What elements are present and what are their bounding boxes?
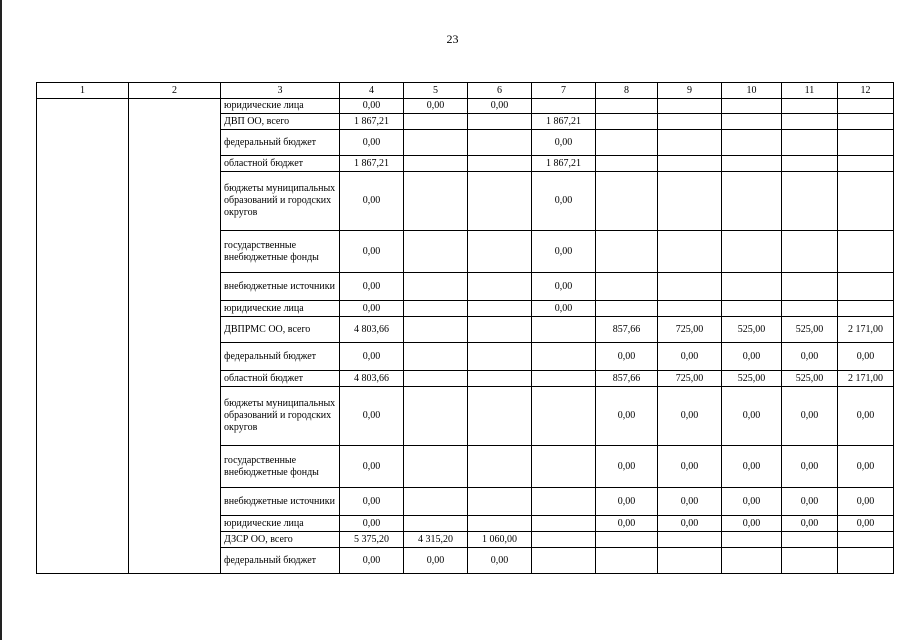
value-cell: 0,00 — [838, 343, 894, 371]
value-cell — [532, 99, 596, 114]
value-cell — [838, 301, 894, 317]
value-cell — [782, 301, 838, 317]
table-body — [37, 83, 894, 574]
value-cell: 857,66 — [596, 371, 658, 387]
value-cell: 0,00 — [658, 488, 722, 516]
value-cell — [468, 231, 532, 273]
row-label: государственные внебюджетные фонды — [221, 231, 340, 273]
value-cell: 1 060,00 — [468, 532, 532, 548]
value-cell — [404, 231, 468, 273]
value-cell — [722, 99, 782, 114]
value-cell — [838, 273, 894, 301]
value-cell: 857,66 — [596, 317, 658, 343]
value-cell: 0,00 — [468, 548, 532, 574]
value-cell — [468, 130, 532, 156]
value-cell — [838, 130, 894, 156]
value-cell — [596, 532, 658, 548]
value-cell: 525,00 — [722, 371, 782, 387]
value-cell: 0,00 — [722, 343, 782, 371]
table-row — [37, 99, 894, 114]
value-cell: 0,00 — [340, 172, 404, 231]
value-cell — [404, 387, 468, 446]
value-cell: 525,00 — [782, 371, 838, 387]
value-cell: 525,00 — [722, 317, 782, 343]
value-cell — [404, 172, 468, 231]
value-cell: 0,00 — [722, 387, 782, 446]
value-cell: 0,00 — [596, 446, 658, 488]
value-cell — [532, 548, 596, 574]
value-cell — [838, 548, 894, 574]
value-cell: 5 375,20 — [340, 532, 404, 548]
header-cell: 6 — [468, 83, 532, 99]
value-cell — [658, 172, 722, 231]
value-cell — [838, 99, 894, 114]
value-cell — [468, 273, 532, 301]
value-cell: 0,00 — [340, 387, 404, 446]
row-label: государственные внебюджетные фонды — [221, 446, 340, 488]
value-cell — [468, 172, 532, 231]
value-cell — [596, 231, 658, 273]
value-cell: 1 867,21 — [532, 114, 596, 130]
value-cell: 0,00 — [340, 99, 404, 114]
value-cell — [658, 99, 722, 114]
row-label: федеральный бюджет — [221, 130, 340, 156]
row-label: юридические лица — [221, 301, 340, 317]
value-cell — [782, 156, 838, 172]
row-label: внебюджетные источники — [221, 273, 340, 301]
row-label: внебюджетные источники — [221, 488, 340, 516]
value-cell: 0,00 — [340, 231, 404, 273]
value-cell — [658, 231, 722, 273]
row-label: бюджеты муниципальных образований и городских округов — [221, 387, 340, 446]
value-cell: 0,00 — [532, 273, 596, 301]
value-cell: 0,00 — [468, 99, 532, 114]
value-cell: 0,00 — [838, 488, 894, 516]
value-cell — [468, 156, 532, 172]
value-cell: 2 171,00 — [838, 371, 894, 387]
header-cell: 8 — [596, 83, 658, 99]
value-cell — [782, 114, 838, 130]
value-cell — [468, 114, 532, 130]
header-cell: 2 — [129, 83, 221, 99]
value-cell — [468, 301, 532, 317]
value-cell: 0,00 — [596, 516, 658, 532]
value-cell — [838, 231, 894, 273]
value-cell — [722, 130, 782, 156]
value-cell: 0,00 — [838, 387, 894, 446]
value-cell — [596, 301, 658, 317]
header-cell: 7 — [532, 83, 596, 99]
value-cell — [722, 156, 782, 172]
budget-table — [36, 82, 894, 574]
value-cell: 0,00 — [782, 516, 838, 532]
value-cell — [404, 516, 468, 532]
value-cell — [596, 172, 658, 231]
value-cell — [532, 343, 596, 371]
value-cell: 4 803,66 — [340, 371, 404, 387]
value-cell: 0,00 — [782, 446, 838, 488]
value-cell: 0,00 — [722, 488, 782, 516]
row-label: ДЗСР ОО, всего — [221, 532, 340, 548]
col1-empty-cell — [37, 99, 129, 574]
header-cell: 1 — [37, 83, 129, 99]
value-cell: 2 171,00 — [838, 317, 894, 343]
value-cell — [782, 231, 838, 273]
col2-empty-cell — [129, 99, 221, 574]
value-cell — [596, 114, 658, 130]
value-cell: 0,00 — [404, 99, 468, 114]
header-cell: 10 — [722, 83, 782, 99]
value-cell — [532, 387, 596, 446]
value-cell — [404, 317, 468, 343]
value-cell — [838, 114, 894, 130]
value-cell — [404, 130, 468, 156]
page-number: 23 — [446, 32, 459, 46]
header-cell: 3 — [221, 83, 340, 99]
value-cell — [722, 532, 782, 548]
value-cell — [838, 532, 894, 548]
row-label: федеральный бюджет — [221, 548, 340, 574]
value-cell: 4 315,20 — [404, 532, 468, 548]
value-cell: 0,00 — [340, 273, 404, 301]
value-cell — [404, 446, 468, 488]
value-cell: 0,00 — [532, 172, 596, 231]
value-cell: 1 867,21 — [532, 156, 596, 172]
value-cell — [468, 516, 532, 532]
value-cell: 0,00 — [340, 343, 404, 371]
value-cell: 525,00 — [782, 317, 838, 343]
value-cell: 0,00 — [532, 301, 596, 317]
value-cell: 0,00 — [658, 516, 722, 532]
value-cell: 0,00 — [404, 548, 468, 574]
value-cell — [468, 343, 532, 371]
value-cell — [468, 446, 532, 488]
value-cell: 0,00 — [782, 343, 838, 371]
value-cell — [404, 273, 468, 301]
value-cell: 0,00 — [340, 488, 404, 516]
value-cell — [658, 273, 722, 301]
value-cell: 0,00 — [596, 488, 658, 516]
header-cell: 5 — [404, 83, 468, 99]
value-cell — [468, 317, 532, 343]
value-cell — [404, 114, 468, 130]
value-cell: 725,00 — [658, 317, 722, 343]
value-cell — [838, 156, 894, 172]
value-cell — [404, 343, 468, 371]
value-cell — [782, 273, 838, 301]
value-cell — [596, 548, 658, 574]
value-cell: 1 867,21 — [340, 114, 404, 130]
value-cell: 0,00 — [532, 130, 596, 156]
row-label: юридические лица — [221, 99, 340, 114]
value-cell — [532, 532, 596, 548]
value-cell — [722, 114, 782, 130]
value-cell — [532, 446, 596, 488]
row-label: областной бюджет — [221, 156, 340, 172]
value-cell — [658, 548, 722, 574]
row-label: областной бюджет — [221, 371, 340, 387]
value-cell — [532, 488, 596, 516]
value-cell: 0,00 — [782, 387, 838, 446]
value-cell: 0,00 — [596, 343, 658, 371]
value-cell — [838, 172, 894, 231]
value-cell: 0,00 — [782, 488, 838, 516]
value-cell: 0,00 — [838, 446, 894, 488]
header-cell: 11 — [782, 83, 838, 99]
value-cell — [596, 156, 658, 172]
header-row — [37, 83, 894, 99]
value-cell: 725,00 — [658, 371, 722, 387]
value-cell — [782, 532, 838, 548]
value-cell: 1 867,21 — [340, 156, 404, 172]
row-label: федеральный бюджет — [221, 343, 340, 371]
value-cell — [722, 301, 782, 317]
row-label: юридические лица — [221, 516, 340, 532]
value-cell: 0,00 — [596, 387, 658, 446]
value-cell — [404, 156, 468, 172]
row-label: бюджеты муниципальных образований и городских округов — [221, 172, 340, 231]
value-cell — [782, 99, 838, 114]
header-cell: 12 — [838, 83, 894, 99]
value-cell: 0,00 — [340, 516, 404, 532]
value-cell: 0,00 — [340, 446, 404, 488]
value-cell — [596, 273, 658, 301]
value-cell — [722, 548, 782, 574]
header-cell: 4 — [340, 83, 404, 99]
value-cell: 0,00 — [722, 446, 782, 488]
value-cell — [658, 114, 722, 130]
value-cell: 0,00 — [722, 516, 782, 532]
value-cell — [722, 231, 782, 273]
value-cell — [658, 130, 722, 156]
value-cell: 0,00 — [340, 548, 404, 574]
value-cell — [468, 387, 532, 446]
header-cell: 9 — [658, 83, 722, 99]
value-cell — [596, 99, 658, 114]
value-cell — [658, 156, 722, 172]
value-cell — [404, 301, 468, 317]
value-cell — [532, 371, 596, 387]
value-cell: 0,00 — [340, 301, 404, 317]
value-cell: 0,00 — [340, 130, 404, 156]
row-label: ДВП ОО, всего — [221, 114, 340, 130]
value-cell — [532, 516, 596, 532]
value-cell — [404, 488, 468, 516]
value-cell: 0,00 — [838, 516, 894, 532]
value-cell — [468, 488, 532, 516]
value-cell — [404, 371, 468, 387]
value-cell — [532, 317, 596, 343]
value-cell: 0,00 — [658, 387, 722, 446]
value-cell — [782, 172, 838, 231]
value-cell — [782, 548, 838, 574]
value-cell: 0,00 — [658, 343, 722, 371]
value-cell: 0,00 — [532, 231, 596, 273]
value-cell: 4 803,66 — [340, 317, 404, 343]
value-cell — [722, 172, 782, 231]
value-cell — [782, 130, 838, 156]
value-cell — [658, 532, 722, 548]
row-label: ДВПРМС ОО, всего — [221, 317, 340, 343]
value-cell — [596, 130, 658, 156]
value-cell: 0,00 — [658, 446, 722, 488]
page-left-border — [0, 0, 2, 640]
value-cell — [722, 273, 782, 301]
value-cell — [468, 371, 532, 387]
value-cell — [658, 301, 722, 317]
